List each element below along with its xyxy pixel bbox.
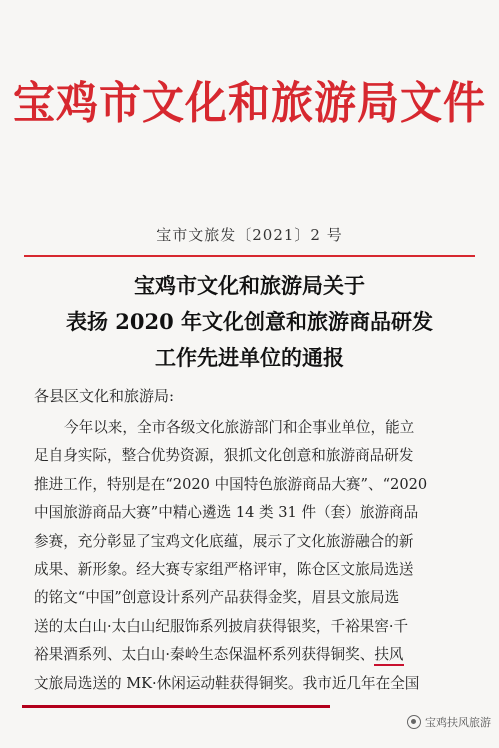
body-line: 今年以来，全市各级文化旅游部门和企事业单位，能立 xyxy=(64,419,415,436)
body-line xyxy=(34,670,469,698)
masthead-title: 宝鸡市文化和旅游局文件 xyxy=(12,76,486,129)
red-underline-mark xyxy=(22,705,330,708)
title-line: 工作先进单位的通报 xyxy=(155,345,344,370)
watermark-text: 宝鸡扶风旅游 xyxy=(425,716,491,729)
red-divider xyxy=(24,255,475,257)
body-line xyxy=(34,641,469,669)
body-paragraph xyxy=(34,414,469,698)
highlighted-text: 文旅局选送的 MK·休闲运动鞋获得铜奖。 xyxy=(34,674,303,692)
notice-title xyxy=(0,268,499,376)
body-line: 推进工作，特别是在“2020 中国特色旅游商品大赛”、“2020 xyxy=(34,475,428,493)
body-line: 参赛，充分彰显了宝鸡文化底蕴，展示了文化旅游融合的新 xyxy=(34,532,414,550)
document-number: 宝市文旅发〔2021〕2 号 xyxy=(156,226,343,244)
highlighted-text: 扶风 xyxy=(374,646,403,666)
body-line: 的铭文“中国”创意设计系列产品获得金奖，眉县文旅局选 xyxy=(34,589,400,607)
body-line: 中国旅游商品大赛”中精心遴选 14 类 31 件（套）旅游商品 xyxy=(34,504,419,522)
title-line: 宝鸡市文化和旅游局关于 xyxy=(134,273,365,298)
body-line: 足自身实际，整合优势资源，狠抓文化创意和旅游商品研发 xyxy=(34,447,414,465)
watermark xyxy=(407,714,491,730)
salutation: 各县区文化和旅游局: xyxy=(34,387,175,405)
body-line-text: 裕果酒系列、太白山·秦岭生态保温杯系列获得铜奖、 xyxy=(34,646,375,664)
wechat-icon xyxy=(407,715,421,729)
title-line: 表扬 2020 年文化创意和旅游商品研发 xyxy=(65,309,434,334)
body-line-text: 我市近几年在全国 xyxy=(302,674,420,692)
body-line: 送的太白山·太白山纪服饰系列披肩获得银奖，千裕果窖·千 xyxy=(34,617,409,635)
body-line: 成果、新形象。经大赛专家组严格评审，陈仓区文旅局选送 xyxy=(34,561,414,579)
